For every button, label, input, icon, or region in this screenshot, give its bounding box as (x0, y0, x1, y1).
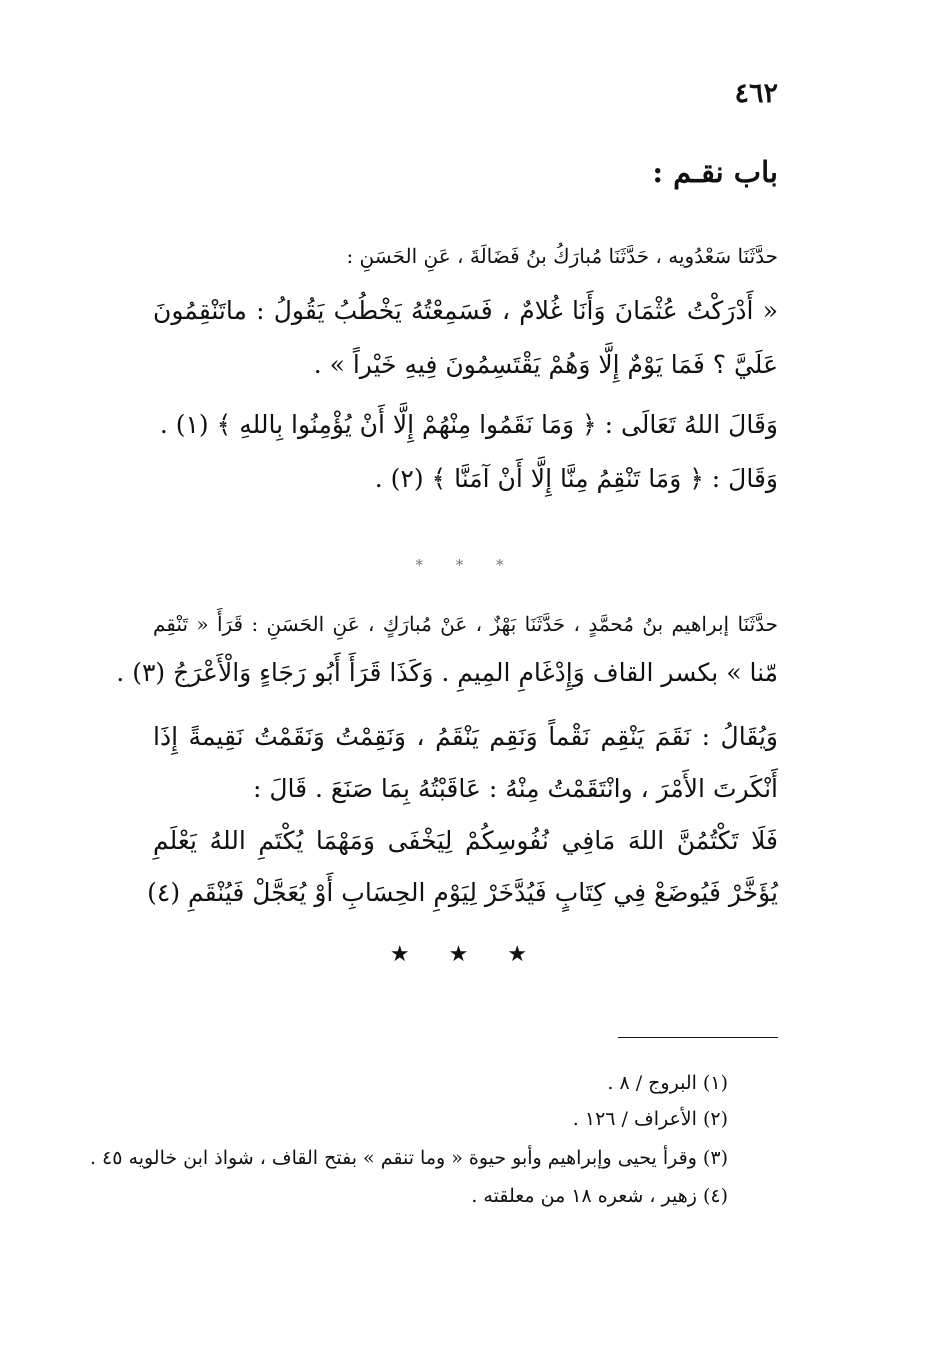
poem-line-1: فَلَا تَكْتُمُنَّ اللهَ مَافِي نُفُوسِكُمْ لِيَخْفَى وَمَهْمَا يُكْتَمِ اللهُ يَعْلَمِ (153, 826, 778, 855)
footnote-1: (١) البروج / ٨ . (607, 1072, 728, 1094)
footnote-2: (٢) الأعراف / ١٢٦ . (572, 1108, 728, 1130)
footnote-3: (٣) وقرأ يحيى وإبراهيم وأبو حيوة « وما تنقم » بفتح القاف ، شواذ ابن خالويه ٤٥ . (89, 1147, 728, 1169)
poem-line-2: يُؤَخَّرْ فَيُوضَعْ فِي كِتَابٍ فَيُدَّخَرْ لِيَوْمِ الحِسَابِ أَوْ يُعَجَّلْ فَيُنْقَمِ (٤) (147, 878, 778, 907)
isnad-line: حدَّثَنَا سَعْدُويه ، حَدَّثَنَا مُبارَكُ بنُ فَضَالَةَ ، عَنِ الحَسَنِ : (346, 244, 778, 268)
footnote-4: (٤) زهير ، شعره ١٨ من معلقته . (471, 1185, 728, 1207)
text-line-4: أَنْكَرتَ الأَمْرَ ، وانْتَقَمْتُ مِنْهُ : عَاقَبْتُهُ بِمَا صَنَعَ . قَالَ : (252, 774, 778, 803)
text-line-2: مّنا » بكسر القاف وَإِدْغَامِ المِيمِ . وَكَذَا قَرَأَ أَبُو رَجَاءٍ وَالْأَعْرَجُ (٣) . (116, 658, 778, 687)
quote-line-1: « أَدْرَكْتُ عُثْمَانَ وَأَنَا غُلامٌ ، فَسَمِعْتُهُ يَخْطُبُ يَقُولُ : ماتَنْقِمُونَ (153, 296, 778, 325)
text-line-3: وَيُقَالُ : نَقَمَ يَنْقِم نَقْماً وَنَقِم يَنْقَمُ ، وَنَقِمْتُ وَنَقَمْتُ نَقِيمةً إِذَا (153, 722, 778, 751)
footnote-divider (618, 1037, 778, 1038)
end-mark: ★ ★ ★ (389, 942, 544, 967)
verse-line-1: وَقَالَ اللهُ تَعَالَى : ﴿ وَمَا نَقَمُوا مِنْهُمْ إِلَّا أَنْ يُؤْمِنُوا بِاللهِ ﴾ (١) . (159, 410, 778, 439)
chapter-heading: باب نقـم : (652, 155, 778, 189)
isnad-line-2: حدَّثَنَا إبراهيم بنُ مُحمَّدٍ ، حَدَّثَنَا بَهْزٌ ، عَنْ مُبارَكٍ ، عَنِ الحَسَنِ : قَرَأَ « تَنْقِم (153, 612, 778, 636)
page-number: ٤٦٢ (734, 78, 778, 109)
verse-line-2: وَقَالَ : ﴿ وَمَا تَنْقِمُ مِنَّا إِلَّا أَنْ آمَنَّا ﴾ (٢) . (374, 464, 778, 493)
quote-line-2: عَلَيَّ ؟ فَمَا يَوْمٌ إِلَّا وَهُمْ يَقْتَسِمُونَ فِيهِ خَيْراً » . (313, 350, 778, 379)
section-separator: * * * (415, 556, 518, 574)
